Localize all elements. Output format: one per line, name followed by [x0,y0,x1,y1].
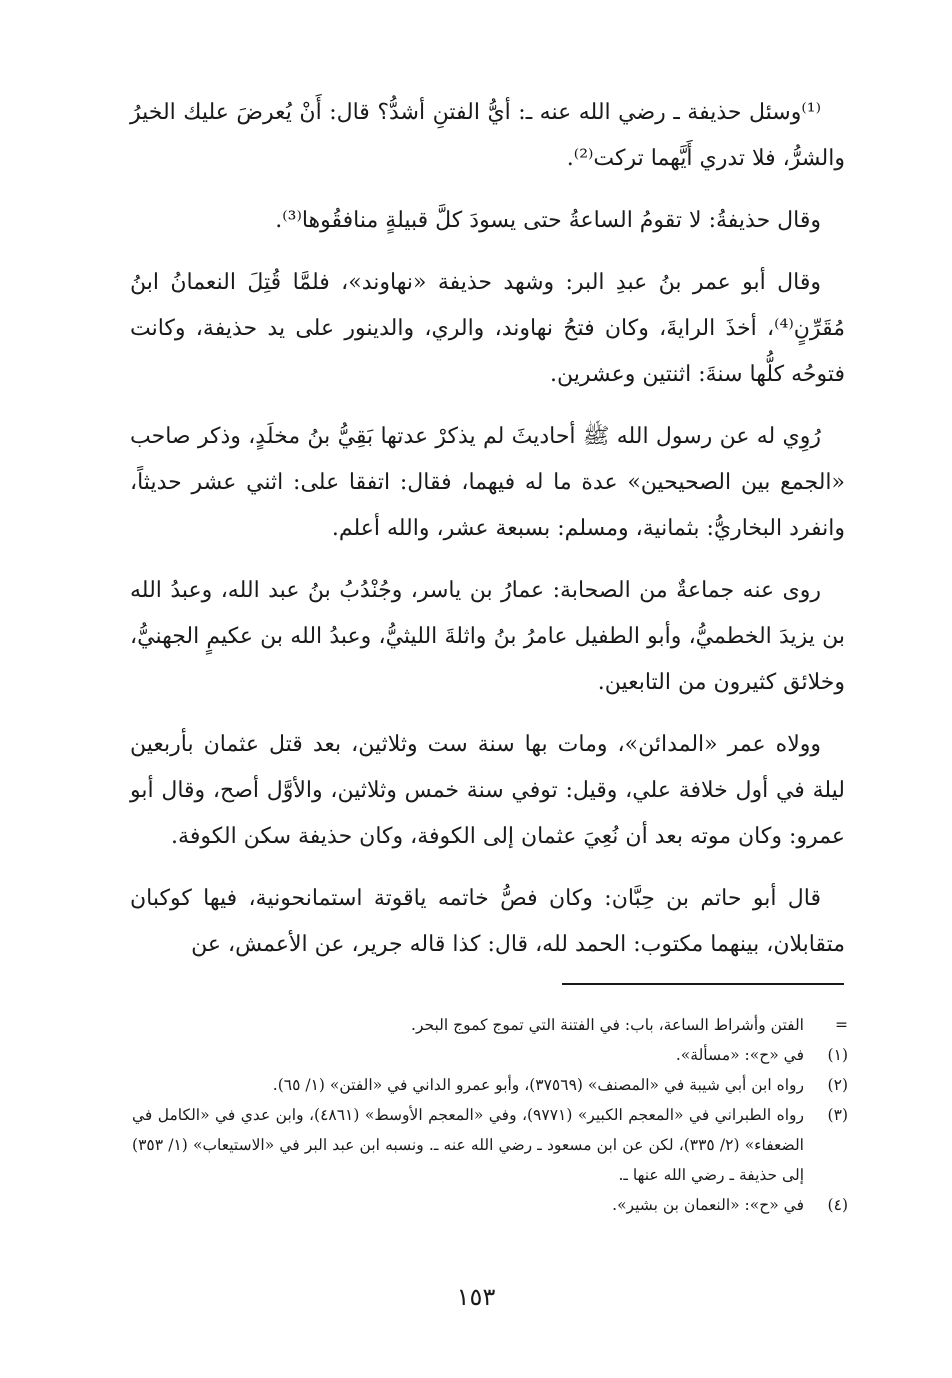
footnote-number: (٢) [827,1076,848,1094]
paragraph: رُوِي له عن رسول الله ﷺ أحاديثَ لم يذكرْ عدتها بَقِيُّ بنُ مخلَدٍ، وذكر صاحب «الجمع بين الصحيحين» عدة ما له فيهما، فقال: اتفقا على: اثني عشر حديثاً، وانفرد البخاريُّ: بثمانية، ومسلم: بسبعة عشر، والله أعلم. [130,424,845,541]
paragraph: وقال أبو عمر بنُ عبدِ البر: وشهد حذيفة «نهاوند»، فلمَّا قُتِلَ النعمانُ ابنُ مُقَرِّنٍ⁽⁴⁾، أخذَ الرايةَ، وكان فتحُ نهاوند، والري، والدينور على يد حذيفة، وكانت فتوحُه كلُّها سنةَ: اثنتين وعشرين. [130,270,845,387]
footnote-text: في «ح»: «النعمان بن بشير». [612,1196,804,1214]
footnote-item [132,1100,848,1190]
paragraph: روى عنه جماعةٌ من الصحابة: عمارُ بن ياسر، وجُنْدُبُ بنُ عبد الله، وعبدُ الله بن يزيدَ الخطميُّ، وأبو الطفيل عامرُ بنُ واثلةَ الليثيُّ، وعبدُ الله بن عكيمٍ الجهنيُّ، وخلائق كثيرون من التابعين. [130,578,845,695]
footnote-number: (٣) [827,1106,848,1124]
page-number: ١٥٣ [456,1283,496,1311]
paragraph: وقال حذيفةُ: لا تقومُ الساعةُ حتى يسودَ كلَّ قبيلةٍ منافقُوها⁽³⁾. [275,208,821,233]
footnote-text: الفتن وأشراط الساعة، باب: في الفتنة التي تموج كموج البحر. [411,1016,804,1034]
paragraph: وولاه عمر «المدائن»، ومات بها سنة ست وثلاثين، بعد قتل عثمان بأربعين ليلة في أول خلافة علي، وقيل: توفي سنة خمس وثلاثين، والأوَّل أصح، وقال أبو عمرو: وكان موته بعد أن نُعِيَ عثمان إلى الكوفة، وكان حذيفة سكن الكوفة. [130,732,845,849]
footnote-item [132,1190,848,1220]
footnote-item [132,1070,848,1100]
footnote-divider [562,983,844,985]
paragraph: ⁽¹⁾وسئل حذيفة ـ رضي الله عنه ـ: أيُّ الفتنِ أشدُّ؟ قال: أَنْ يُعرضَ عليك الخيرُ والشرُّ، فلا تدري أَيَّهما تركت⁽²⁾. [130,100,845,171]
main-text [130,90,845,984]
paragraph: قال أبو حاتم بن حِبَّان: وكان فصُّ خاتمه ياقوتة استمانحونية، فيها كوكبان متقابلان، بينهما مكتوب: الحمد لله، قال: كذا قاله جرير، عن الأعمش، عن [130,886,845,957]
footnote-text: في «ح»: «مسألة». [675,1046,804,1064]
footnotes [132,1010,848,1220]
footnote-text: رواه ابن أبي شيبة في «المصنف» (٣٧٥٦٩)، وأبو عمرو الداني في «الفتن» (١/ ٦٥). [272,1076,804,1094]
footnote-number: (١) [827,1046,848,1064]
footnote-item [132,1010,848,1040]
footnote-number: = [835,1016,848,1034]
footnote-number: (٤) [827,1196,848,1214]
footnote-item [132,1040,848,1070]
footnote-text: رواه الطبراني في «المعجم الكبير» (٩٧٧١)، وفي «المعجم الأوسط» (٤٨٦١)، وابن عدي في «الكامل في الضعفاء» (٢/ ٣٣٥)، لكن عن ابن مسعود ـ رضي الله عنه ـ. ونسبه ابن عبد البر في «الاستيعاب» (١/ ٣٥٣) إلى حذيفة ـ رضي الله عنها ـ. [132,1106,804,1184]
